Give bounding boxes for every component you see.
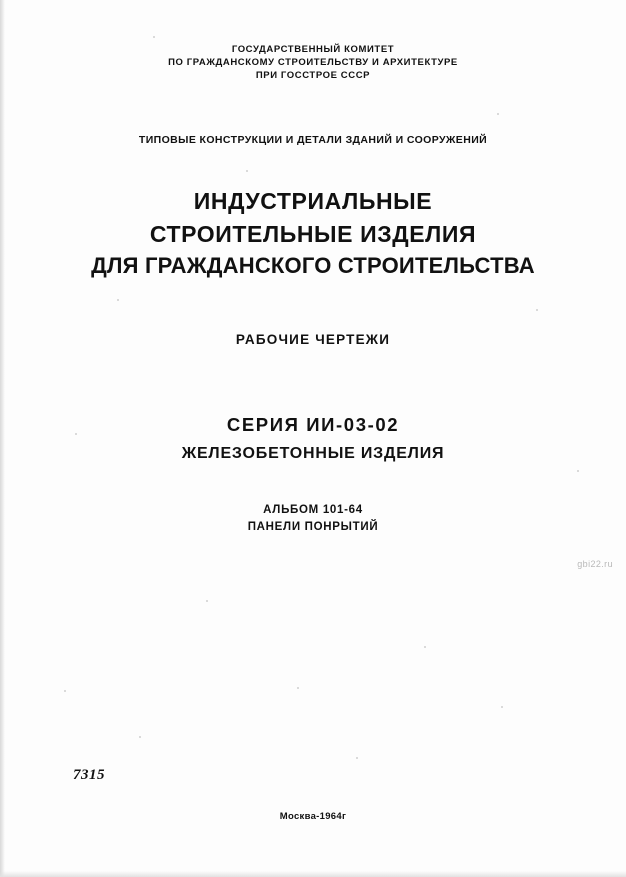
scan-speck xyxy=(577,470,579,472)
stamp-number: 7315 xyxy=(73,767,105,783)
scan-speck xyxy=(356,757,358,759)
issuing-agency xyxy=(0,44,626,82)
series-subtitle: ТИПОВЫЕ КОНСТРУКЦИИ И ДЕТАЛИ ЗДАНИЙ И СООРУЖЕНИЙ xyxy=(138,134,488,146)
agency-line-2: ПО ГРАЖДАНСКОМУ СТРОИТЕЛЬСТВУ И АРХИТЕКТУРЕ xyxy=(168,56,458,68)
agency-line-3: ПРИ ГОССТРОЕ СССР xyxy=(255,69,371,81)
page-edge-shadow-bottom xyxy=(0,871,626,877)
working-drawings-label: РАБОЧИЕ ЧЕРТЕЖИ xyxy=(235,332,391,347)
scan-speck xyxy=(139,736,141,738)
scan-speck xyxy=(246,170,248,172)
title-line-2: СТРОИТЕЛЬНЫЕ ИЗДЕЛИЯ xyxy=(149,220,477,247)
page-title xyxy=(0,185,626,282)
scan-speck xyxy=(536,309,538,311)
scan-speck xyxy=(501,706,503,708)
scan-speck xyxy=(297,687,299,689)
series-code: СЕРИЯ ИИ-03-02 xyxy=(226,414,400,435)
title-line-1: ИНДУСТРИАЛЬНЫЕ xyxy=(193,188,433,214)
page-edge-shadow-left xyxy=(0,0,5,877)
scan-speck xyxy=(117,299,119,301)
agency-line-1: ГОСУДАРСТВЕННЫЙ КОМИТЕТ xyxy=(231,44,395,55)
album-subject: ПАНЕЛИ ПОНРЫТИЙ xyxy=(247,520,379,533)
scan-speck xyxy=(497,113,499,115)
watermark: gbi22.ru xyxy=(577,559,613,569)
scan-speck xyxy=(153,36,155,38)
album-info xyxy=(0,502,626,535)
album-number: АЛЬБОМ 101-64 xyxy=(263,504,363,516)
scan-speck xyxy=(424,646,426,648)
scan-speck xyxy=(64,690,66,692)
series-kind: ЖЕЛЕЗОБЕТОННЫЕ ИЗДЕЛИЯ xyxy=(181,445,445,462)
title-line-3: ДЛЯ ГРАЖДАНСКОГО СТРОИТЕЛЬСТВА xyxy=(91,253,535,279)
scan-speck xyxy=(206,600,208,602)
city-and-year: Москва-1964г xyxy=(279,811,347,822)
